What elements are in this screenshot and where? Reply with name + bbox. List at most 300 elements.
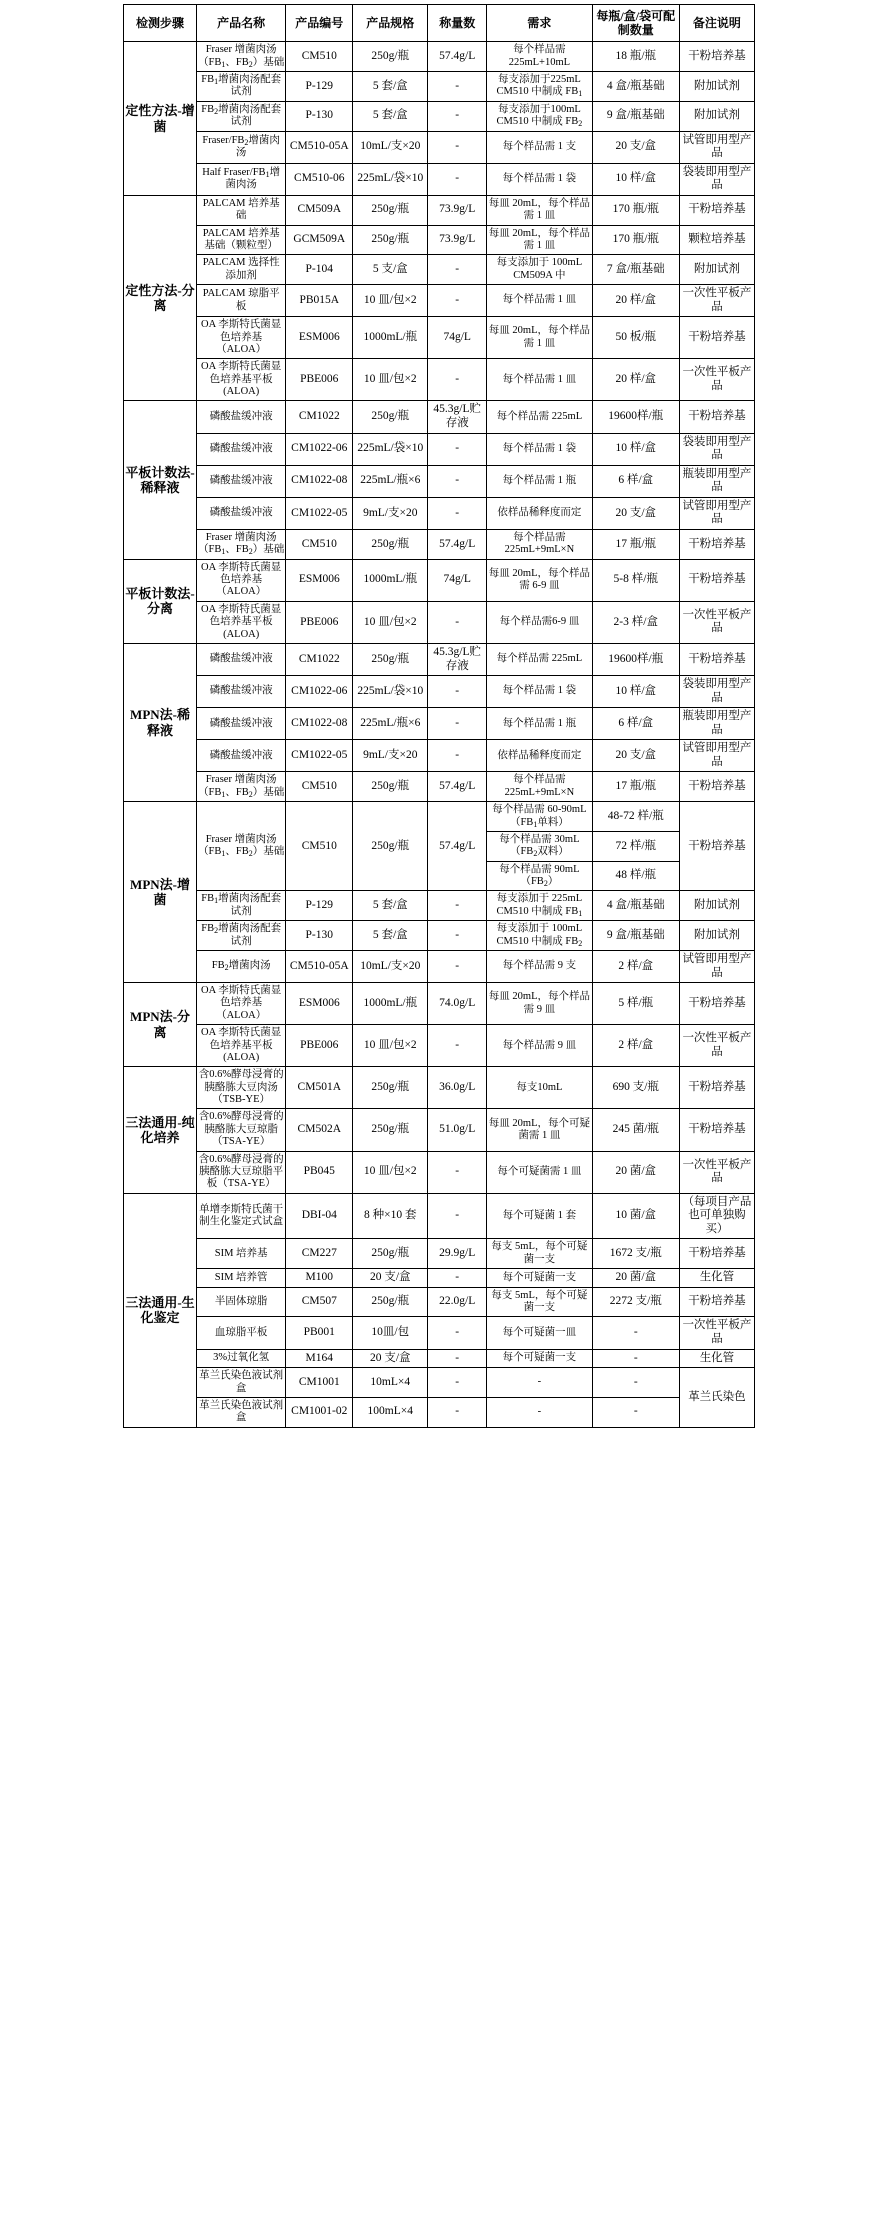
cell-name: 单增李斯特氏菌干制生化鉴定式试盒 [197, 1193, 286, 1239]
cell-need: - [487, 1368, 593, 1398]
cell-weigh: 36.0g/L [428, 1067, 487, 1109]
cell-name: $FB_1$增菌肉汤配套试剂 [197, 891, 286, 921]
cell-code: PBE006 [286, 1025, 353, 1067]
cell-yield: 48-72 样/瓶 [592, 802, 679, 832]
cell-weigh: - [428, 163, 487, 195]
cell-code: PB001 [286, 1317, 353, 1349]
cell-yield: 9 盒/瓶基础 [592, 921, 679, 951]
cell-note: 附加试剂 [679, 101, 754, 131]
cell-code: PBE006 [286, 359, 353, 401]
cell-note: 干粉培养基 [679, 42, 754, 72]
cell-need: 每皿 20mL，每个样品需 6-9 皿 [487, 559, 593, 601]
cell-yield: 9 盒/瓶基础 [592, 101, 679, 131]
cell-weigh: 57.4g/L [428, 42, 487, 72]
cell-weigh: 29.9g/L [428, 1239, 487, 1269]
cell-need: 每个可疑菌一皿 [487, 1317, 593, 1349]
column-header-7: 备注说明 [679, 5, 754, 42]
cell-spec: 5 套/盒 [353, 891, 428, 921]
cell-name: OA 李斯特氏菌显色培养基（ALOA） [197, 983, 286, 1025]
cell-name: 革兰氏染色液试剂盒 [197, 1368, 286, 1398]
cell-spec: 10 皿/包×2 [353, 601, 428, 643]
cell-name: 血琼脂平板 [197, 1317, 286, 1349]
cell-need: 每个可疑菌需 1 皿 [487, 1151, 593, 1193]
cell-name: 磷酸盐缓冲液 [197, 433, 286, 465]
table-row [124, 1193, 755, 1239]
cell-weigh: - [428, 1269, 487, 1288]
cell-spec: 5 支/盒 [353, 255, 428, 285]
cell-need: 每个样品需 1 袋 [487, 163, 593, 195]
cell-name: 半固体琼脂 [197, 1287, 286, 1317]
cell-spec: 5 套/盒 [353, 921, 428, 951]
cell-yield: - [592, 1349, 679, 1368]
cell-note: 干粉培养基 [679, 802, 754, 891]
cell-code: ESM006 [286, 983, 353, 1025]
cell-yield: 19600样/瓶 [592, 643, 679, 675]
cell-need: 每个可疑菌 1 套 [487, 1193, 593, 1239]
cell-name: PALCAM 培养基基础（颗粒型） [197, 225, 286, 255]
cell-yield: 170 瓶/瓶 [592, 225, 679, 255]
cell-need: 每个可疑菌一支 [487, 1349, 593, 1368]
cell-code: DBI-04 [286, 1193, 353, 1239]
cell-weigh: 74g/L [428, 559, 487, 601]
cell-spec: 5 套/盒 [353, 72, 428, 102]
cell-name: $FB_2$增菌肉汤配套试剂 [197, 101, 286, 131]
cell-spec: 9mL/支×20 [353, 740, 428, 772]
table-row [124, 1269, 755, 1288]
table-row [124, 401, 755, 433]
cell-weigh: - [428, 465, 487, 497]
cell-code: CM510 [286, 42, 353, 72]
cell-need: 依样品稀释度而定 [487, 740, 593, 772]
cell-spec: 250g/瓶 [353, 1239, 428, 1269]
cell-code: CM502A [286, 1109, 353, 1151]
cell-yield: - [592, 1317, 679, 1349]
cell-yield: 245 菌/瓶 [592, 1109, 679, 1151]
cell-spec: 250g/瓶 [353, 195, 428, 225]
column-header-6: 每瓶/盒/袋可配制数量 [592, 5, 679, 42]
cell-name: 革兰氏染色液试剂盒 [197, 1397, 286, 1427]
cell-spec: 250g/瓶 [353, 643, 428, 675]
cell-yield: 1672 支/瓶 [592, 1239, 679, 1269]
cell-step: MPN法-分离 [124, 983, 197, 1067]
cell-yield: 10 样/盒 [592, 163, 679, 195]
cell-spec: 10mL/支×20 [353, 131, 428, 163]
cell-yield: 17 瓶/瓶 [592, 772, 679, 802]
cell-need: 每支添加于225mL CM510 中制成 $FB_1$ [487, 72, 593, 102]
cell-spec: 10mL×4 [353, 1368, 428, 1398]
cell-name: $FB_1$增菌肉汤配套试剂 [197, 72, 286, 102]
cell-note: 干粉培养基 [679, 772, 754, 802]
cell-note: 革兰氏染色 [679, 1368, 754, 1428]
table-body [124, 42, 755, 1427]
cell-need: 每皿 20mL，每个样品需 1 皿 [487, 317, 593, 359]
table-row [124, 1025, 755, 1067]
table-row [124, 359, 755, 401]
table-row [124, 497, 755, 529]
table-row [124, 676, 755, 708]
cell-need: 每个样品需 1 皿 [487, 359, 593, 401]
table-row [124, 101, 755, 131]
table-row [124, 1067, 755, 1109]
cell-yield: - [592, 1397, 679, 1427]
cell-note: 生化管 [679, 1269, 754, 1288]
cell-spec: 20 支/盒 [353, 1349, 428, 1368]
cell-need: 每个样品需 1 袋 [487, 433, 593, 465]
cell-step: 平板计数法-稀释液 [124, 401, 197, 559]
cell-name: SIM 培养管 [197, 1269, 286, 1288]
cell-note: 试管即用型产品 [679, 131, 754, 163]
cell-spec: 5 套/盒 [353, 101, 428, 131]
cell-code: CM501A [286, 1067, 353, 1109]
cell-weigh: - [428, 131, 487, 163]
cell-note: 袋装即用型产品 [679, 676, 754, 708]
cell-step: MPN法-增菌 [124, 802, 197, 983]
cell-code: CM510-05A [286, 950, 353, 982]
cell-spec: 225mL/瓶×6 [353, 465, 428, 497]
cell-yield: 20 支/盒 [592, 497, 679, 529]
table-row [124, 643, 755, 675]
table-row [124, 1397, 755, 1427]
cell-need: 每个样品需 $30mL(FB_2$双料） [487, 831, 593, 861]
cell-name: OA 李斯特氏菌显色培养基平板(ALOA) [197, 601, 286, 643]
cell-name: PALCAM 培养基础 [197, 195, 286, 225]
cell-need: 每支 5mL，每个可疑菌一支 [487, 1239, 593, 1269]
column-header-3: 产品规格 [353, 5, 428, 42]
cell-step: 定性方法-分离 [124, 195, 197, 401]
cell-note: 生化管 [679, 1349, 754, 1368]
cell-weigh: - [428, 359, 487, 401]
cell-code: M164 [286, 1349, 353, 1368]
cell-yield: 10 菌/盒 [592, 1193, 679, 1239]
cell-spec: 1000mL/瓶 [353, 559, 428, 601]
cell-spec: 8 种×10 套 [353, 1193, 428, 1239]
cell-spec: 250g/瓶 [353, 1287, 428, 1317]
cell-spec: 250g/瓶 [353, 401, 428, 433]
cell-yield: 20 菌/盒 [592, 1151, 679, 1193]
cell-spec: 20 支/盒 [353, 1269, 428, 1288]
table-header-row [124, 5, 755, 42]
cell-spec: 250g/瓶 [353, 225, 428, 255]
cell-name: 含0.6%酵母浸膏的胰酪胨大豆肉汤（TSB-YE） [197, 1067, 286, 1109]
cell-code: CM1022-08 [286, 708, 353, 740]
cell-weigh: 73.9g/L [428, 195, 487, 225]
cell-spec: 225mL/瓶×6 [353, 708, 428, 740]
cell-spec: 225mL/袋×10 [353, 676, 428, 708]
cell-note: 干粉培养基 [679, 1239, 754, 1269]
cell-yield: 18 瓶/瓶 [592, 42, 679, 72]
cell-code: CM1022-05 [286, 740, 353, 772]
cell-need: 每个样品需 $90mL(FB_2)$ [487, 861, 593, 891]
cell-yield: 19600样/瓶 [592, 401, 679, 433]
cell-spec: 250g/瓶 [353, 1109, 428, 1151]
cell-spec: 250g/瓶 [353, 802, 428, 891]
cell-weigh: - [428, 1368, 487, 1398]
table-row [124, 1287, 755, 1317]
cell-weigh: 57.4g/L [428, 772, 487, 802]
cell-note: 袋装即用型产品 [679, 433, 754, 465]
cell-weigh: - [428, 601, 487, 643]
cell-need: 每支 5mL，每个可疑菌一支 [487, 1287, 593, 1317]
table-row [124, 1239, 755, 1269]
cell-need: 每支添加于 100mL CM509A 中 [487, 255, 593, 285]
table-row [124, 601, 755, 643]
cell-weigh: 45.3g/L贮存液 [428, 643, 487, 675]
cell-need: 每皿 20mL，每个样品需 1 皿 [487, 195, 593, 225]
cell-weigh: - [428, 1317, 487, 1349]
cell-code: CM1022-06 [286, 433, 353, 465]
cell-note: 干粉培养基 [679, 317, 754, 359]
cell-need: 每支10mL [487, 1067, 593, 1109]
cell-yield: 170 瓶/瓶 [592, 195, 679, 225]
cell-code: CM507 [286, 1287, 353, 1317]
cell-need: 每皿 20mL，每个样品需 9 皿 [487, 983, 593, 1025]
cell-note: 瓶装即用型产品 [679, 708, 754, 740]
column-header-4: 称量数 [428, 5, 487, 42]
cell-weigh: 73.9g/L [428, 225, 487, 255]
table-row [124, 163, 755, 195]
cell-yield: 10 样/盒 [592, 433, 679, 465]
cell-yield: 6 样/盒 [592, 708, 679, 740]
cell-note: 干粉培养基 [679, 529, 754, 559]
cell-note: 附加试剂 [679, 72, 754, 102]
cell-need: 每个可疑菌一支 [487, 1269, 593, 1288]
cell-code: PBE006 [286, 601, 353, 643]
cell-step: 三法通用-生化鉴定 [124, 1193, 197, 1427]
cell-note: 附加试剂 [679, 891, 754, 921]
cell-code: CM1022-06 [286, 676, 353, 708]
cell-yield: 20 菌/盒 [592, 1269, 679, 1288]
cell-weigh: - [428, 1151, 487, 1193]
cell-note: 试管即用型产品 [679, 497, 754, 529]
cell-yield: 6 样/盒 [592, 465, 679, 497]
cell-spec: 10mL/支×20 [353, 950, 428, 982]
cell-name: Fraser 增菌肉汤（$FB_1$、$FB_2$）基础 [197, 529, 286, 559]
cell-need: 每支添加于 100mL CM510 中制成 $FB_2$ [487, 921, 593, 951]
cell-code: P-129 [286, 72, 353, 102]
cell-yield: 20 样/盒 [592, 359, 679, 401]
cell-weigh: - [428, 72, 487, 102]
column-header-1: 产品名称 [197, 5, 286, 42]
cell-note: 一次性平板产品 [679, 285, 754, 317]
table-row [124, 1349, 755, 1368]
cell-need: 每个样品需 9 支 [487, 950, 593, 982]
cell-yield: 20 支/盒 [592, 131, 679, 163]
table-row [124, 225, 755, 255]
cell-name: 磷酸盐缓冲液 [197, 465, 286, 497]
cell-need: 每个样品需 225mL+9mL×N [487, 772, 593, 802]
table-row [124, 921, 755, 951]
cell-weigh: - [428, 891, 487, 921]
cell-need: 每个样品需 1 支 [487, 131, 593, 163]
cell-name: OA 李斯特氏菌显色培养基（ALOA） [197, 559, 286, 601]
cell-need: - [487, 1397, 593, 1427]
cell-code: M100 [286, 1269, 353, 1288]
cell-note: 干粉培养基 [679, 195, 754, 225]
table-row [124, 891, 755, 921]
cell-code: CM227 [286, 1239, 353, 1269]
cell-weigh: - [428, 1397, 487, 1427]
cell-spec: 250g/瓶 [353, 772, 428, 802]
cell-spec: 250g/瓶 [353, 42, 428, 72]
cell-spec: 225mL/袋×10 [353, 163, 428, 195]
cell-name: Fraser 增菌肉汤（$FB_1$、$FB_2$）基础 [197, 802, 286, 891]
table-row [124, 195, 755, 225]
table-row [124, 285, 755, 317]
cell-need: 每个样品需 1 瓶 [487, 708, 593, 740]
cell-code: PB045 [286, 1151, 353, 1193]
table-row [124, 802, 755, 832]
table-row [124, 317, 755, 359]
cell-note: 干粉培养基 [679, 559, 754, 601]
cell-need: 每支添加于 225mL CM510 中制成 $FB_1$ [487, 891, 593, 921]
cell-note: 附加试剂 [679, 255, 754, 285]
cell-name: $FB_2$增菌肉汤配套试剂 [197, 921, 286, 951]
cell-note: （每项目产品也可单独购买） [679, 1193, 754, 1239]
cell-code: CM1022-08 [286, 465, 353, 497]
table-row [124, 72, 755, 102]
column-header-2: 产品编号 [286, 5, 353, 42]
cell-yield: 2272 支/瓶 [592, 1287, 679, 1317]
table-row [124, 772, 755, 802]
cell-need: 每个样品需 1 袋 [487, 676, 593, 708]
cell-weigh: - [428, 1349, 487, 1368]
cell-step: 定性方法-增菌 [124, 42, 197, 196]
cell-note: 试管即用型产品 [679, 740, 754, 772]
table-row [124, 1109, 755, 1151]
cell-spec: 10皿/包 [353, 1317, 428, 1349]
cell-yield: 2-3 样/盒 [592, 601, 679, 643]
table-row [124, 1368, 755, 1398]
cell-code: CM510 [286, 802, 353, 891]
cell-need: 每个样品需6-9 皿 [487, 601, 593, 643]
cell-code: CM1001 [286, 1368, 353, 1398]
cell-yield: 2 样/盒 [592, 950, 679, 982]
cell-code: CM1022 [286, 401, 353, 433]
cell-step: 三法通用-纯化培养 [124, 1067, 197, 1193]
cell-name: 磷酸盐缓冲液 [197, 708, 286, 740]
cell-note: 颗粒培养基 [679, 225, 754, 255]
cell-weigh: - [428, 433, 487, 465]
cell-need: 每支添加于100mL CM510 中制成 $FB_2$ [487, 101, 593, 131]
cell-name: 磷酸盐缓冲液 [197, 401, 286, 433]
table-row [124, 529, 755, 559]
table-row [124, 983, 755, 1025]
cell-yield: 48 样/瓶 [592, 861, 679, 891]
cell-name: 含0.6%酵母浸膏的胰酪胨大豆琼脂平板（TSA-YE） [197, 1151, 286, 1193]
cell-code: CM1022-05 [286, 497, 353, 529]
cell-name: PALCAM 琼脂平板 [197, 285, 286, 317]
cell-weigh: - [428, 101, 487, 131]
table-row [124, 131, 755, 163]
cell-note: 干粉培养基 [679, 1067, 754, 1109]
cell-yield: 4 盒/瓶基础 [592, 72, 679, 102]
cell-note: 干粉培养基 [679, 983, 754, 1025]
cell-name: Fraser/$FB_2$增菌肉汤 [197, 131, 286, 163]
cell-yield: 20 支/盒 [592, 740, 679, 772]
cell-name: Fraser 增菌肉汤（$FB_1$、$FB_2$）基础 [197, 42, 286, 72]
cell-weigh: 45.3g/L贮存液 [428, 401, 487, 433]
cell-name: OA 李斯特氏菌显色培养基（ALOA） [197, 317, 286, 359]
cell-name: 磷酸盐缓冲液 [197, 676, 286, 708]
cell-name: SIM 培养基 [197, 1239, 286, 1269]
cell-code: CM510-05A [286, 131, 353, 163]
cell-weigh: - [428, 1025, 487, 1067]
cell-code: P-130 [286, 921, 353, 951]
cell-need: 每个样品需 225mL+9mL×N [487, 529, 593, 559]
cell-spec: 10 皿/包×2 [353, 359, 428, 401]
cell-note: 一次性平板产品 [679, 1317, 754, 1349]
table-row [124, 1151, 755, 1193]
cell-spec: 1000mL/瓶 [353, 317, 428, 359]
cell-note: 干粉培养基 [679, 401, 754, 433]
cell-code: CM510-06 [286, 163, 353, 195]
column-header-5: 需求 [487, 5, 593, 42]
cell-need: 每皿 20mL，每个样品需 1 皿 [487, 225, 593, 255]
cell-spec: 225mL/袋×10 [353, 433, 428, 465]
cell-weigh: 74.0g/L [428, 983, 487, 1025]
cell-code: GCM509A [286, 225, 353, 255]
cell-yield: 5 样/瓶 [592, 983, 679, 1025]
cell-yield: 17 瓶/瓶 [592, 529, 679, 559]
cell-spec: 100mL×4 [353, 1397, 428, 1427]
cell-note: 附加试剂 [679, 921, 754, 951]
cell-step: 平板计数法-分离 [124, 559, 197, 643]
cell-note: 一次性平板产品 [679, 601, 754, 643]
cell-spec: 250g/瓶 [353, 529, 428, 559]
cell-weigh: - [428, 708, 487, 740]
cell-need: 每皿 20mL，每个可疑菌需 1 皿 [487, 1109, 593, 1151]
table-row [124, 42, 755, 72]
cell-yield: 7 盒/瓶基础 [592, 255, 679, 285]
cell-note: 一次性平板产品 [679, 359, 754, 401]
cell-code: CM510 [286, 529, 353, 559]
cell-weigh: 57.4g/L [428, 529, 487, 559]
cell-note: 瓶装即用型产品 [679, 465, 754, 497]
cell-name: 磷酸盐缓冲液 [197, 497, 286, 529]
cell-yield: - [592, 1368, 679, 1398]
table-row [124, 559, 755, 601]
cell-name: 3%过氧化氢 [197, 1349, 286, 1368]
cell-note: 干粉培养基 [679, 1287, 754, 1317]
cell-name: PALCAM 选择性添加剂 [197, 255, 286, 285]
cell-weigh: - [428, 255, 487, 285]
cell-need: 每个样品需 9 皿 [487, 1025, 593, 1067]
cell-weigh: 51.0g/L [428, 1109, 487, 1151]
cell-code: PB015A [286, 285, 353, 317]
cell-yield: 20 样/盒 [592, 285, 679, 317]
table-row [124, 950, 755, 982]
cell-code: CM510 [286, 772, 353, 802]
cell-need: 每个样品需 225mL [487, 643, 593, 675]
cell-yield: 4 盒/瓶基础 [592, 891, 679, 921]
table-row [124, 433, 755, 465]
table-row [124, 740, 755, 772]
cell-yield: 50 板/瓶 [592, 317, 679, 359]
table-row [124, 255, 755, 285]
cell-name: $FB_2$增菌肉汤 [197, 950, 286, 982]
cell-code: ESM006 [286, 559, 353, 601]
table-row [124, 708, 755, 740]
cell-yield: 2 样/盒 [592, 1025, 679, 1067]
cell-spec: 10 皿/包×2 [353, 1151, 428, 1193]
cell-weigh: 22.0g/L [428, 1287, 487, 1317]
cell-code: CM509A [286, 195, 353, 225]
cell-need: 每个样品需 1 瓶 [487, 465, 593, 497]
cell-weigh: - [428, 950, 487, 982]
cell-note: 一次性平板产品 [679, 1025, 754, 1067]
cell-weigh: - [428, 676, 487, 708]
cell-name: 磷酸盐缓冲液 [197, 643, 286, 675]
